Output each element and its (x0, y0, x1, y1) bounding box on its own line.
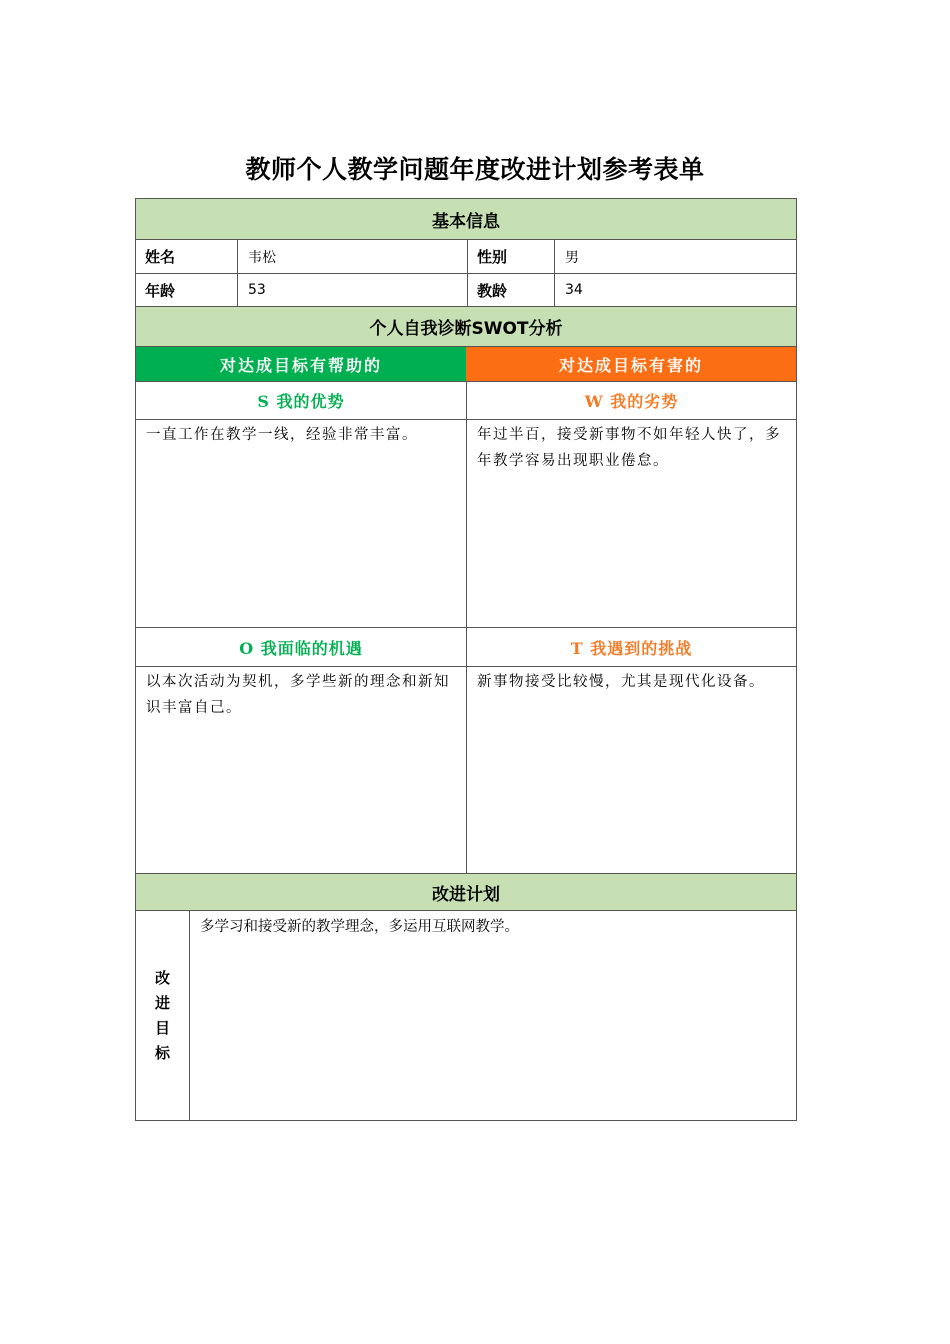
helpful-label: 对达成目标有帮助的 (136, 347, 466, 381)
threats-text: 新事物接受比较慢，尤其是现代化设备。 (466, 667, 796, 873)
age-years-row (135, 274, 797, 307)
plan-body-row (135, 911, 797, 1121)
gender-value: 男 (554, 240, 796, 273)
name-gender-row (135, 240, 797, 274)
strengths-title: S 我的优势 (257, 392, 345, 411)
swot-header-row (135, 307, 797, 347)
goal-text: 多学习和接受新的教学理念，多运用互联网教学。 (189, 911, 796, 1120)
plan-header: 改进计划 (136, 874, 796, 910)
harmful-label: 对达成目标有害的 (466, 347, 796, 381)
ot-title-row (135, 628, 797, 667)
helpful-harmful-row (135, 347, 797, 381)
goal-label-char: 标 (154, 1043, 170, 1062)
opportunities-text: 以本次活动为契机，多学些新的理念和新知识丰富自己。 (146, 674, 450, 716)
teaching-years-value: 34 (554, 274, 796, 306)
weaknesses-title: W 我的劣势 (466, 382, 796, 419)
plan-form-table (135, 198, 797, 1121)
swot-header: 个人自我诊断SWOT分析 (136, 307, 796, 346)
goal-label-char: 目 (154, 1018, 170, 1037)
strengths-text: 一直工作在教学一线，经验非常丰富。 (146, 427, 418, 443)
weaknesses-text: 年过半百，接受新事物不如年轻人快了，多年教学容易出现职业倦怠。 (466, 420, 796, 627)
goal-label (136, 911, 189, 1120)
name-value: 韦松 (237, 240, 467, 273)
gender-label: 性别 (467, 240, 554, 273)
basic-info-header: 基本信息 (136, 199, 796, 239)
opportunities-title: O 我面临的机遇 (239, 638, 363, 658)
sw-title-row (135, 381, 797, 420)
threats-title: T 我遇到的挑战 (466, 628, 796, 666)
ot-body-row (135, 667, 797, 874)
plan-header-row (135, 874, 797, 911)
goal-label-char: 进 (154, 993, 170, 1012)
teaching-years-label: 教龄 (467, 274, 554, 306)
sw-body-row (135, 420, 797, 628)
age-label: 年龄 (145, 281, 176, 300)
goal-label-char: 改 (154, 968, 170, 987)
page-title: 教师个人教学问题年度改进计划参考表单 (245, 155, 705, 184)
name-label: 姓名 (145, 248, 176, 266)
basic-info-header-row (135, 198, 797, 240)
age-value: 53 (237, 274, 467, 306)
